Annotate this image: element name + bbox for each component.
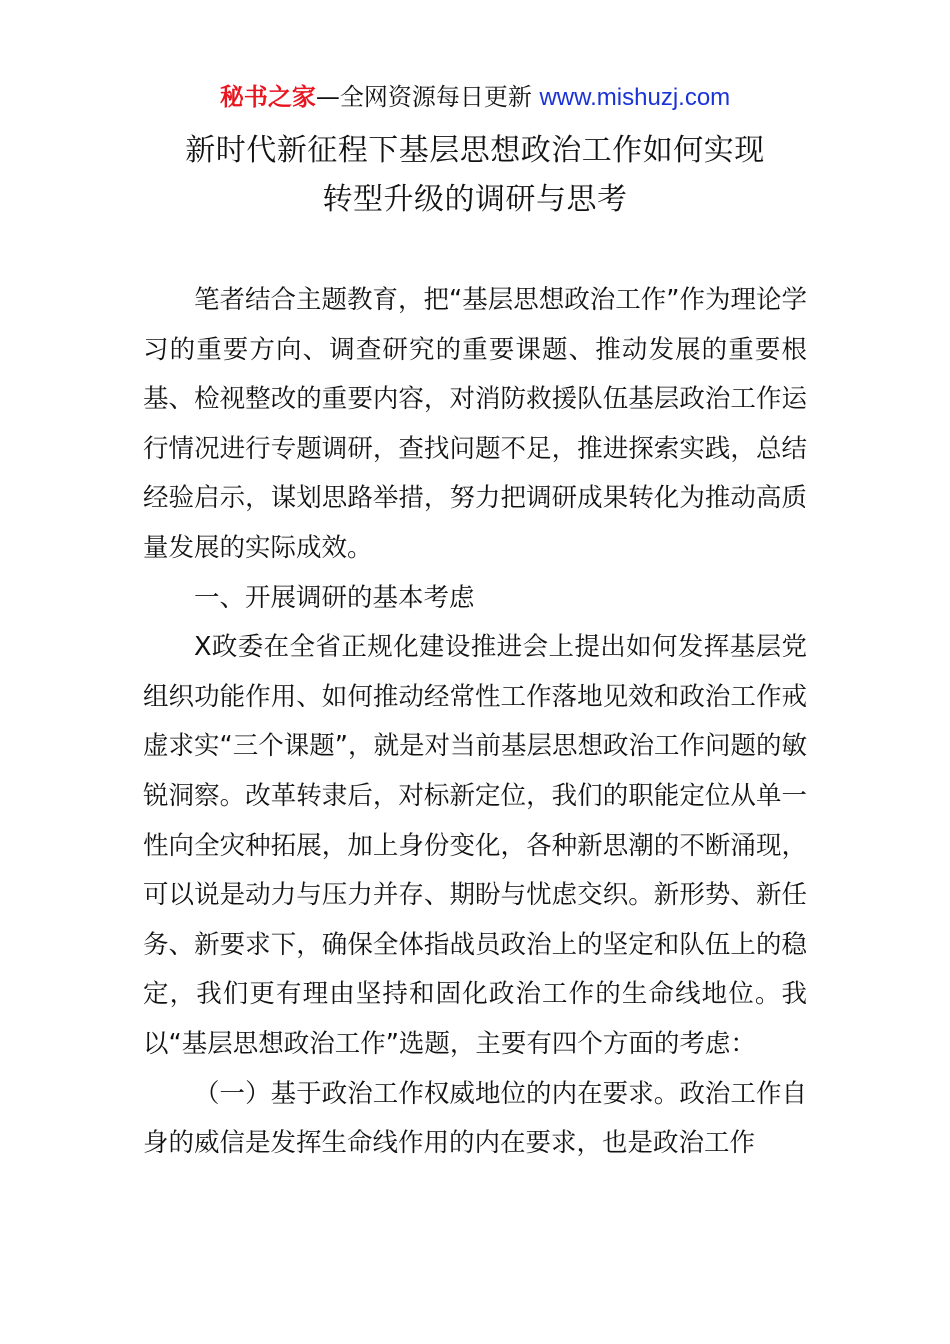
title-line-2: 转型升级的调研与思考 <box>322 182 628 217</box>
section-heading: 一、开展调研的基本考虑 <box>194 582 475 613</box>
document-title <box>0 126 950 224</box>
site-header <box>0 80 950 115</box>
intro-paragraph: 笔者结合主题教育，把“基层思想政治工作”作为理论学习的重要方向、调查研究的重要课题、推动发展的重要根基、检视整改的重要内容，对消防救援队伍基层政治工作运行情况进行专题调研，查找问题不足，推进探索实践，总结经验启示，谋划思路举措，努力把调研成果转化为推动高质量发展的实际成效。 <box>143 285 807 563</box>
site-url-link[interactable]: www.mishuzj.com <box>539 84 731 111</box>
document-body <box>143 276 807 1169</box>
site-tagline: —全网资源每日更新 <box>315 83 532 111</box>
site-brand: 秘书之家 <box>219 83 316 111</box>
body-paragraph: X政委在全省正规化建设推进会上提出如何发挥基层党组织功能作用、如何推动经常性工作落地见效和政治工作戒虚求实“三个课题”，就是对当前基层思想政治工作问题的敏锐洞察。改革转隶后，对标新定位，我们的职能定位从单一性向全灾种拓展，加上身份变化，各种新思潮的不断涌现，可以说是动力与压力并存、期盼与忧虑交织。新形势、新任务、新要求下，确保全体指战员政治上的坚定和队伍上的稳定，我们更有理由坚持和固化政治工作的生命线地位。我以“基层思想政治工作”选题，主要有四个方面的考虑： <box>143 632 807 1059</box>
title-line-1: 新时代新征程下基层思想政治工作如何实现 <box>185 133 765 168</box>
subsection-paragraph: （一）基于政治工作权威地位的内在要求。政治工作自身的威信是发挥生命线作用的内在要求，也是政治工作 <box>143 1078 807 1159</box>
